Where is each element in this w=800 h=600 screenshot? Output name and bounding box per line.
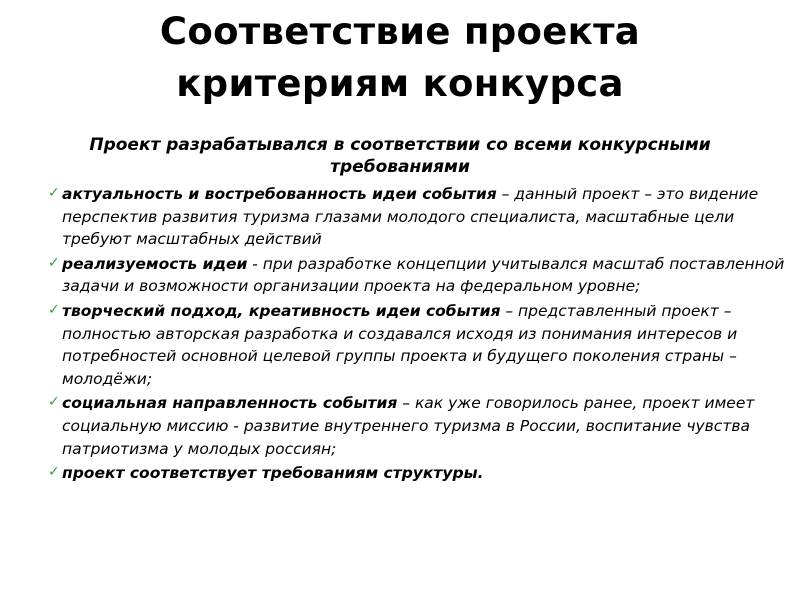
list-item — [48, 462, 788, 485]
checkmark-icon: ✓ — [48, 185, 60, 201]
checkmark-icon: ✓ — [48, 301, 60, 318]
criterion-description: – представленный проект – полностью авторская разработка и создавался исходя из понимания интересов и потребностей основной целевой группы проекта и будущего поколения страны – молодёжи; — [62, 301, 738, 388]
criterion-description: – как уже говорилось ранее, проект имеет социальную миссию - развитие внутреннего туризма в России, воспитание чувства патриотизма у молодых россиян; — [62, 394, 755, 458]
checkmark-icon: ✓ — [48, 464, 60, 481]
title-line-1: Соответствие проекта — [159, 10, 641, 53]
criterion-term: актуальность и востребованность идеи события — [62, 185, 497, 203]
intro-text: Проект разрабатывался в соответствии со всеми конкурсными требованиями — [89, 135, 711, 177]
slide-title — [0, 6, 800, 110]
criterion-description: – данный проект – это видение перспектив развития туризма глазами молодого специалиста, масштабные цели требуют масштабных действий — [62, 185, 759, 249]
criterion-term: творческий подход, креативность идеи события — [62, 301, 501, 320]
list-item — [48, 253, 788, 298]
title-line-2: критериям конкурса — [176, 62, 624, 105]
checkmark-icon: ✓ — [48, 254, 60, 271]
criterion-description: - при разработке концепции учитывался масштаб поставленной задачи и возможности организации проекта на федеральном уровне; — [62, 254, 785, 296]
criterion-term: проект соответствует требованиям структуры. — [62, 464, 484, 483]
list-item — [48, 392, 788, 460]
list-item — [48, 183, 788, 251]
criterion-term: социальная направленность события — [62, 394, 398, 413]
list-item — [48, 300, 788, 390]
criterion-term: реализуемость идеи — [62, 254, 248, 273]
criteria-list — [48, 183, 788, 487]
checkmark-icon: ✓ — [48, 394, 60, 411]
